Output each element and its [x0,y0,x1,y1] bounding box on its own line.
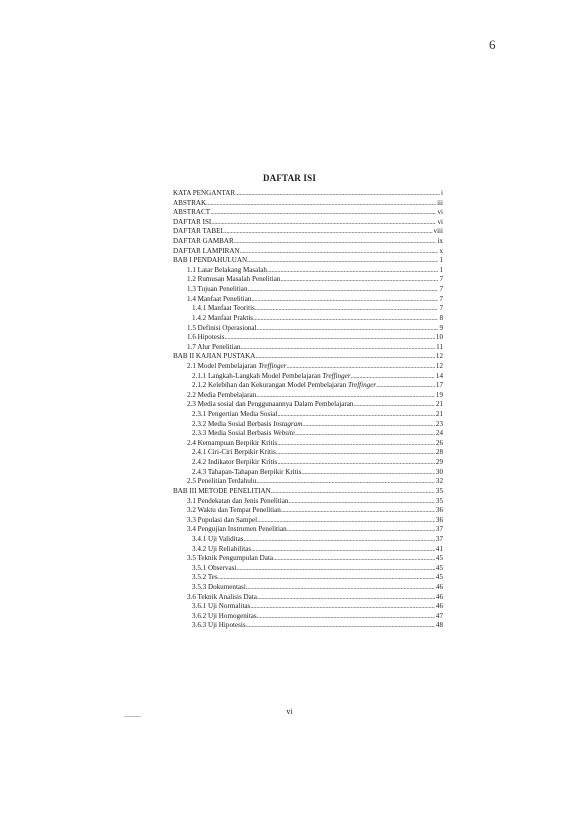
toc-dot-leader [206,199,436,209]
toc-entry-label: 3.6 Teknik Analisis Data [187,592,257,601]
toc-dot-leader [253,314,438,324]
toc-dot-leader [353,400,434,410]
toc-dot-leader [224,333,434,343]
toc-entry-label: 3.5 Teknik Pengumpulan Data [187,554,274,563]
toc-dot-leader [246,583,435,593]
toc-entry-title [173,487,271,497]
toc-entry-title [187,391,256,401]
toc-entry [173,400,443,410]
toc-entry-page-number: i [441,189,443,197]
scan-mark [124,716,141,719]
toc-entry-label: KATA PENGANTAR [173,189,236,197]
toc-entry-label: 3.6.3 Uji Hipotesis [192,621,246,630]
toc-entry [173,285,443,295]
toc-dot-leader [247,256,438,266]
toc-entry-title [192,602,250,612]
toc-entry [173,381,443,391]
toc-dot-leader [244,535,435,545]
toc-entry [173,439,443,449]
toc-entry-title [187,497,288,507]
toc-entry-label: BAB I PENDAHULUAN [173,256,248,265]
toc-entry [173,391,443,401]
toc-entry [173,247,443,257]
toc-entry-label: 2.4.3 Tahapan-Tahapan Berpikir Kritis [192,467,302,476]
toc-entry-page-number: 45 [435,563,443,572]
toc-entry [173,593,443,603]
toc-entry [173,410,443,420]
toc-entry-page-number: 36 [435,506,443,515]
toc-entry-label: 3.4.1 Uji Validitas [192,534,244,543]
toc-dot-leader [251,545,435,555]
toc-dot-leader [277,410,435,420]
toc-entry-label: 2.4 Kemampuan Berpikir Kritis [187,438,278,447]
toc-dot-leader [218,573,435,583]
toc-entry-page-number: 47 [435,611,443,620]
toc-dot-leader [257,516,435,526]
toc-entry-title [192,545,251,555]
toc-entry-title [173,256,247,266]
toc-entry-page-number: 46 [435,602,443,611]
toc-entry-title [173,247,240,257]
toc-entry [173,343,443,353]
toc-dot-leader [256,391,435,401]
toc-dot-leader [277,458,435,468]
toc-entry-page-number: 26 [435,438,443,447]
toc-entry-title [187,285,248,295]
toc-entry-page-number: 32 [435,477,443,486]
toc-dot-leader [225,227,433,237]
page-number-top: 6 [489,37,496,52]
toc-dot-leader [251,295,438,305]
toc-entry-title [192,448,276,458]
toc-entry-title [192,535,244,545]
toc-entry-label: 3.5.2 Tes [192,573,218,582]
toc-entry-title [192,429,295,439]
toc-entry-label: DAFTAR LAMPIRAN [173,246,240,255]
toc-entry-title [192,304,255,314]
toc-entry-label: 2.3.1 Pengertian Media Sosial [192,410,278,419]
toc-entry-italic-term: Treffinger [258,361,287,370]
toc-entry [173,516,443,526]
toc-entry-title [173,199,206,209]
toc-entry-label: 2.4.2 Indikator Berpikir Kritis [192,458,278,467]
toc-dot-leader [288,497,434,507]
toc-entry-label: DAFTAR ISI [173,217,212,226]
toc-entry-page-number: 19 [435,390,443,399]
toc-entry-label: 1.5 Definisi Operasional [187,323,257,332]
toc-entry-page-number: 17 [435,381,443,390]
toc-entry-page-number: 7 [439,275,443,284]
toc-entry-label: 1.4.1 Manfaat Teoritis [192,304,255,313]
toc-entry [173,621,443,631]
toc-entry-page-number: 21 [435,410,443,419]
toc-dot-leader [210,208,436,218]
toc-entry-italic-term: Instagram [273,419,303,428]
toc-entry [173,227,443,237]
toc-title: DAFTAR ISI [262,173,317,183]
toc-entry-page-number: 9 [439,323,443,332]
toc-entry-title [192,381,376,391]
toc-entry [173,468,443,478]
toc-entry [173,477,443,487]
toc-entry-label: 3.2 Waktu dan Tempat Penelitian [187,506,281,515]
toc-entry-page-number: vi [437,208,443,217]
toc-entry-page-number: 45 [435,573,443,582]
toc-entry-page-number: 24 [435,429,443,438]
toc-entry-page-number: iii [437,198,443,207]
toc-entry-title [187,275,280,285]
toc-entry-title [187,593,257,603]
toc-entry-label: 1.2 Rumusan Masalah Penelitian [187,275,281,284]
toc-entry-title [187,525,287,535]
toc-dot-leader [256,477,435,487]
toc-entry-label: ABSTRAK [173,198,207,207]
toc-dot-leader [257,612,435,622]
toc-entry-label: 3.3 Populasi dan Sampel [187,515,258,524]
toc-entry-title [187,516,257,526]
toc-entry [173,583,443,593]
toc-entry-label: 2.2 Media Pembelajaran [187,390,257,399]
toc-entry-page-number: 28 [435,448,443,457]
toc-entry-italic-term: Treffinger [322,371,351,380]
toc-entry-title [173,218,211,228]
toc-dot-leader [376,381,435,391]
toc-entry-title [173,189,235,199]
toc-entry [173,189,443,199]
toc-entry-title [173,208,210,218]
toc-entry [173,525,443,535]
toc-dot-leader [351,372,435,382]
toc-dot-leader [267,266,438,276]
toc-entry-title [173,352,255,362]
toc-entry [173,256,443,266]
toc-entry-label: 2.3 Media sosial dan Penggunaannya Dalam Pembelajaran [187,400,354,409]
toc-entry [173,372,443,382]
toc-entry [173,266,443,276]
toc-dot-leader [255,304,439,314]
toc-dot-leader [273,554,435,564]
toc-entry-page-number: vi [437,217,443,226]
toc-entry [173,545,443,555]
toc-entry-title [192,420,302,430]
toc-entry-page-number: 37 [435,525,443,534]
toc-dot-leader [295,429,435,439]
toc-entry [173,208,443,218]
toc-entry-label: 2.4.1 Ciri-Ciri Berpikir Kritis [192,448,276,457]
toc-entry-italic-term: Treffinger [348,381,377,390]
toc-dot-leader [281,506,435,516]
toc-entry-page-number: 46 [435,592,443,601]
toc-entry-title [192,372,351,382]
toc-entry [173,314,443,324]
toc-entry [173,324,443,334]
toc-entry-title [192,564,236,574]
toc-entry-title [187,343,240,353]
toc-entry [173,429,443,439]
toc-dot-leader [286,362,434,372]
toc-entry-page-number: 12 [435,352,443,361]
toc-dot-leader [287,525,435,535]
toc-entry [173,497,443,507]
toc-entry-label: 3.6.1 Uji Normalitas [192,602,251,611]
toc-dot-leader [255,352,435,362]
toc-entry-page-number: 29 [435,458,443,467]
toc-entry-title [187,333,224,343]
toc-entry-page-number: 41 [435,544,443,553]
toc-entry-label: 1.3 Tujuan Penelitian [187,285,248,294]
toc-entry-title [192,583,246,593]
toc-entry-title [187,439,277,449]
toc-entry-label: 2.1.2 Kelebihan dan Kekurangan Model Pembelajaran [192,381,349,390]
toc-entry [173,487,443,497]
toc-entry-label: ABSTRACT [173,208,211,217]
page-number-bottom: vi [286,707,293,716]
toc-entry-label: DAFTAR GAMBAR [173,237,234,246]
toc-entry-page-number: 7 [439,304,443,313]
toc-entry-page-number: ix [437,237,443,246]
toc-entry-title [187,362,286,372]
toc-entry-title [173,227,225,237]
toc-entry-label: 2.3.2 Media Sosial Berbasis [192,419,274,428]
toc-entry-page-number: 8 [439,313,443,322]
toc-entry-page-number: 11 [436,342,443,351]
toc-dot-leader [236,564,435,574]
toc-entry-title [187,506,281,516]
toc-entry [173,554,443,564]
toc-dot-leader [235,189,440,199]
toc-entry-page-number: 46 [435,582,443,591]
toc-entry-page-number: 21 [435,400,443,409]
toc-entry-label: 3.5.1 Observasi [192,563,237,572]
toc-entry-page-number: 23 [435,419,443,428]
toc-entry-label: 3.4.2 Uji Reliabilitas [192,544,252,553]
toc-entry-label: DAFTAR TABEL [173,227,225,236]
toc-dot-leader [257,324,439,334]
toc-entry-italic-term: Website [273,429,295,438]
toc-entry-page-number: 1 [439,265,443,274]
toc-entry-label: 2.5 Penelitian Terdahulu [187,477,257,486]
toc-entry-label: 1.4.2 Manfaat Praktis [192,313,254,322]
toc-entry-label: 3.5.3 Dokumentasi [192,582,246,591]
toc-dot-leader [302,420,435,430]
toc-entry-title [187,295,251,305]
toc-entry-label: 2.1 Model Pembelajaran [187,361,259,370]
toc-entry-title [187,554,273,564]
toc-entry [173,420,443,430]
toc-entry [173,352,443,362]
toc-entry-title [187,266,267,276]
toc-entry-page-number: 45 [435,554,443,563]
toc-entry-title [192,410,277,420]
toc-entry [173,506,443,516]
toc-dot-leader [257,593,435,603]
toc-entry-title [192,314,253,324]
toc-entry [173,295,443,305]
toc-entry-title [192,621,246,631]
toc-entry-page-number: 37 [435,534,443,543]
toc-entry [173,573,443,583]
toc-entry [173,448,443,458]
toc-dot-leader [240,343,435,353]
toc-dot-leader [248,285,439,295]
toc-entry-page-number: 14 [435,371,443,380]
toc-entry [173,199,443,209]
toc-entry-label: 1.1 Latar Belakang Masalah [187,265,267,274]
toc-entry [173,237,443,247]
toc-entry-title [173,237,234,247]
toc-entry-label: BAB III METODE PENELITIAN [173,486,271,495]
toc-dot-leader [211,218,436,228]
toc-entry-page-number: 35 [435,486,443,495]
toc-entry [173,333,443,343]
toc-entry-page-number: x [439,246,443,255]
toc-entry-title [192,573,218,583]
toc-entry-label: 2.1.1 Langkah-Langkah Model Pembelajaran [192,371,323,380]
toc-dot-leader [271,487,435,497]
toc-dot-leader [276,448,435,458]
toc-entry-title [192,458,277,468]
toc-entry-page-number: viii [433,227,443,236]
toc-entry-label: 3.1 Pendekatan dan Jenis Penelitian [187,496,289,505]
toc-entry-title [187,324,257,334]
toc-entry [173,304,443,314]
toc-entry [173,362,443,372]
toc-dot-leader [301,468,435,478]
toc-entry [173,612,443,622]
toc-entry-page-number: 7 [439,294,443,303]
toc-dot-leader [277,439,435,449]
toc-entry-label: 1.7 Alur Penelitian [187,342,241,351]
toc-dot-leader [280,275,438,285]
toc-entry-label: 1.6 Hipotesis [187,333,225,342]
toc-entry-page-number: 48 [435,621,443,630]
toc-entry-title [187,477,256,487]
toc-entry-title [192,612,257,622]
toc-entry-page-number: 36 [435,515,443,524]
toc-entry-page-number: 30 [435,467,443,476]
toc-entry-label: 3.6.2 Uji Homogenitas [192,611,257,620]
toc-entry [173,564,443,574]
toc-entry [173,602,443,612]
toc-entry [173,218,443,228]
table-of-contents [173,189,443,631]
toc-dot-leader [234,237,437,247]
toc-entry-page-number: 10 [435,333,443,342]
toc-entry-page-number: 35 [435,496,443,505]
toc-entry-page-number: 7 [439,285,443,294]
toc-dot-leader [250,602,435,612]
toc-entry-label: 3.4 Pengujian Instrumen Penelitian [187,525,287,534]
toc-entry [173,458,443,468]
toc-entry-label: 2.3.3 Media Sosial Berbasis [192,429,274,438]
toc-entry-page-number: 1 [439,256,443,265]
toc-entry-page-number: 12 [435,361,443,370]
toc-entry-label: BAB II KAJIAN PUSTAKA [173,352,256,361]
toc-entry-label: 1.4 Manfaat Penelitian [187,294,252,303]
toc-entry-title [187,400,353,410]
toc-dot-leader [240,247,439,257]
toc-entry-title [192,468,301,478]
toc-entry [173,535,443,545]
toc-entry [173,275,443,285]
toc-dot-leader [246,621,435,631]
